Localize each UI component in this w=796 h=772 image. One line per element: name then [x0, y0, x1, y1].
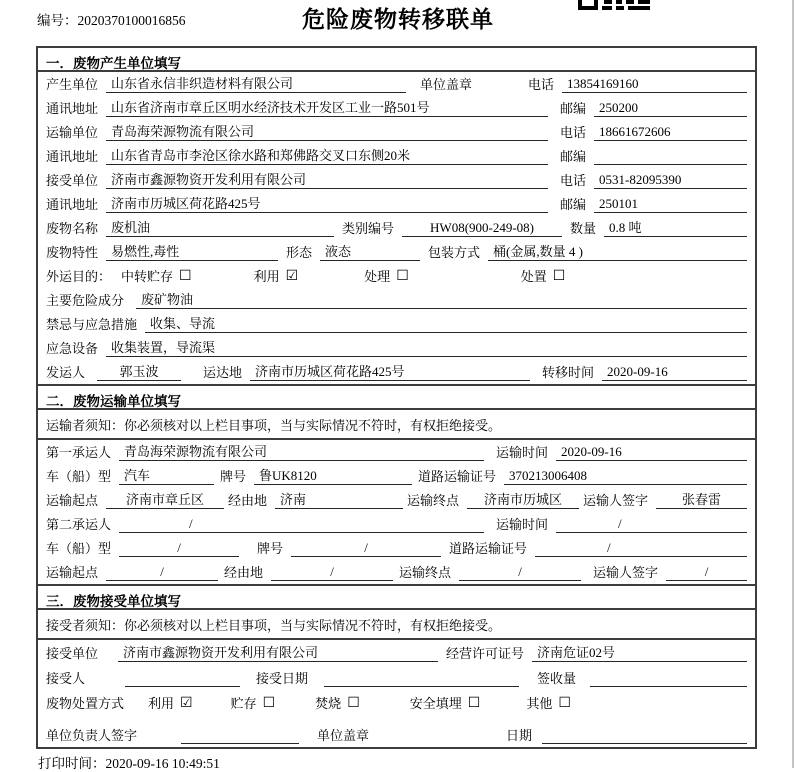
waste-code-value: HW08(900-249-08): [402, 220, 562, 237]
transfer-manifest-form: [36, 46, 757, 749]
second-vehicle-type-value: /: [119, 540, 239, 557]
second-route-via-value: /: [271, 564, 393, 581]
second-route-start-value: /: [106, 564, 218, 581]
section3-note: 接受者须知：你必须核对以上栏目事项，当与实际情况不符时，有权拒绝接受。: [38, 610, 755, 640]
disposal-utilize-label: 利用: [148, 696, 175, 711]
section2-note: 运输者须知：你必须核对以上栏目事项，当与实际情况不符时，有权拒绝接受。: [38, 410, 755, 440]
producer-address-value: 山东省济南市章丘区明水经济技术开发区工业一路501号: [106, 97, 548, 117]
disposal-store-label: 贮存: [230, 696, 257, 711]
transfer-time-label: 转移时间: [542, 365, 595, 380]
accept-unit-label: 接受单位: [46, 646, 99, 661]
receiver-address-row: [38, 192, 755, 216]
disposal-landfill-label: 安全填埋: [409, 696, 462, 711]
disposal-utilize-checkbox: ☑: [180, 694, 193, 711]
receiver-phone-value: 0531-82095390: [594, 172, 747, 189]
disposal-incinerate-checkbox: ☐: [347, 694, 360, 711]
acceptor-label: 接受人: [46, 671, 86, 686]
transporter-label: 运输单位: [46, 125, 99, 140]
transporter-address-value: 山东省青岛市李沧区徐水路和郑佛路交叉口东侧20米: [106, 145, 548, 165]
producer-address-label: 通讯地址: [46, 101, 99, 116]
first-route-row: [38, 488, 755, 512]
unit-seal-label: 单位盖章: [317, 728, 370, 743]
waste-form-value: 液态: [320, 241, 420, 261]
waste-qty-label: 数量: [570, 221, 597, 236]
transporter-zip-value: [594, 149, 747, 165]
producer-value: 山东省永信非织造材料有限公司: [106, 73, 406, 93]
first-route-end-value: 济南市历城区: [467, 489, 579, 509]
purpose-dispose-label: 处置: [520, 269, 547, 284]
waste-traits-value: 易燃性,毒性: [106, 241, 278, 261]
emergency-measures-label: 禁忌与应急措施: [46, 317, 138, 332]
purpose-option-dispose: [521, 266, 566, 285]
second-road-cert-value: /: [535, 540, 747, 557]
waste-code-label: 类别编号: [342, 221, 395, 236]
receiver-label: 接受单位: [46, 173, 99, 188]
license-label: 经营许可证号: [446, 646, 525, 661]
second-carrier-value: /: [119, 516, 484, 533]
receiver-address-label: 通讯地址: [46, 197, 99, 212]
first-route-start-value: 济南市章丘区: [106, 489, 224, 509]
waste-name-value: 废机油: [106, 217, 334, 237]
qr-code-fragment: [578, 0, 650, 10]
second-plate-value: /: [291, 540, 441, 557]
destination-label: 运达地: [203, 365, 243, 380]
second-carrier-sign-label: 运输人签字: [593, 565, 659, 580]
accept-date-value: [324, 671, 519, 687]
acceptor-row: [38, 665, 755, 690]
license-value: 济南危证02号: [532, 642, 747, 662]
print-time-label: 打印时间：: [38, 756, 106, 771]
responsible-sign-value: [181, 728, 299, 744]
first-plate-label: 牌号: [220, 469, 247, 484]
second-route-via-label: 经由地: [224, 565, 264, 580]
waste-form-label: 形态: [286, 245, 313, 260]
disposal-option-incinerate: [315, 693, 360, 712]
first-route-start-label: 运输起点: [46, 493, 99, 508]
accept-date-label: 接受日期: [256, 671, 309, 686]
second-carrier-sign-value: /: [666, 564, 747, 581]
first-transport-time-value: 2020-09-16: [556, 444, 747, 461]
first-plate-value: 鲁UK8120: [254, 465, 412, 485]
receiver-phone-label: 电话: [560, 173, 587, 188]
first-vehicle-row: [38, 464, 755, 488]
second-carrier-row: [38, 512, 755, 536]
waste-traits-label: 废物特性: [46, 245, 99, 260]
destination-value: 济南市历城区荷花路425号: [250, 361, 530, 381]
first-carrier-label: 第一承运人: [46, 445, 112, 460]
document-number-value: 2020370100016856: [77, 13, 186, 28]
transporter-address-row: [38, 144, 755, 168]
disposal-method-label: 废物处置方式: [46, 696, 125, 711]
first-carrier-sign-label: 运输人签字: [583, 493, 649, 508]
receiver-row: [38, 168, 755, 192]
hazard-components-value: 废矿物油: [136, 289, 747, 309]
disposal-option-store: [231, 693, 276, 712]
section3-header: 三．废物接受单位填写: [38, 584, 755, 610]
page-title: 危险废物转移联单: [302, 6, 494, 32]
hazard-components-row: [38, 288, 755, 312]
disposal-store-checkbox: ☐: [262, 694, 276, 711]
second-carrier-label: 第二承运人: [46, 517, 112, 532]
emergency-equipment-value: 收集装置，导流渠: [106, 337, 747, 357]
sign-date-value: [542, 728, 747, 744]
purpose-option-treat: [364, 266, 409, 285]
producer-zip-value: 250200: [594, 100, 747, 117]
waste-name-row: [38, 216, 755, 240]
first-carrier-value: 青岛海荣源物流有限公司: [119, 441, 484, 461]
first-carrier-sign-value: 张春雷: [656, 489, 747, 509]
producer-row: [38, 72, 755, 96]
dispatcher-label: 发运人: [46, 365, 86, 380]
hazard-components-label: 主要危险成分: [46, 293, 125, 308]
producer-address-row: [38, 96, 755, 120]
disposal-other-label: 其他: [526, 696, 553, 711]
transfer-purpose-label: 外运目的：: [46, 269, 112, 284]
waste-name-label: 废物名称: [46, 221, 99, 236]
disposal-incinerate-label: 焚烧: [315, 696, 342, 711]
producer-phone-label: 电话: [527, 77, 554, 92]
purpose-utilize-checkbox: ☑: [285, 267, 299, 284]
emergency-measures-row: [38, 312, 755, 336]
purpose-storage-label: 中转贮存: [121, 269, 174, 284]
receiver-zip-value: 250101: [594, 196, 747, 213]
sign-date-label: 日期: [505, 728, 532, 743]
packing-label: 包装方式: [428, 245, 481, 260]
second-vehicle-type-label: 车（船）型: [46, 541, 112, 556]
receiver-zip-label: 邮编: [560, 197, 587, 212]
responsible-sign-row: [38, 715, 755, 747]
waste-traits-row: [38, 240, 755, 264]
purpose-option-storage: [121, 266, 192, 285]
second-plate-label: 牌号: [257, 541, 284, 556]
second-route-end-value: /: [459, 564, 581, 581]
purpose-treat-label: 处理: [364, 269, 391, 284]
second-transport-time-label: 运输时间: [496, 517, 549, 532]
disposal-method-row: [38, 690, 755, 715]
document-number-label: 编号：: [37, 13, 78, 28]
producer-seal-label: 单位盖章: [420, 77, 473, 92]
transporter-zip-label: 邮编: [560, 149, 587, 164]
transporter-value: 青岛海荣源物流有限公司: [106, 121, 548, 141]
receiver-value: 济南市鑫源物资开发利用有限公司: [106, 169, 548, 189]
emergency-equipment-row: [38, 336, 755, 360]
first-route-via-value: 济南: [275, 489, 403, 509]
responsible-sign-label: 单位负责人签字: [46, 728, 138, 743]
print-time-value: 2020-09-16 10:49:51: [105, 756, 220, 771]
transporter-row: [38, 120, 755, 144]
transporter-address-label: 通讯地址: [46, 149, 99, 164]
first-road-cert-value: 370213006408: [504, 468, 747, 485]
section2-header: 二．废物运输单位填写: [38, 384, 755, 410]
emergency-measures-value: 收集、导流: [145, 313, 747, 333]
first-vehicle-type-value: 汽车: [119, 465, 214, 485]
dispatcher-row: [38, 360, 755, 384]
purpose-option-utilize: [254, 266, 299, 285]
second-road-cert-label: 道路运输证号: [449, 541, 528, 556]
first-route-via-label: 经由地: [228, 493, 268, 508]
signed-qty-label: 签收量: [537, 671, 577, 686]
producer-label: 产生单位: [46, 77, 99, 92]
accept-unit-row: [38, 640, 755, 665]
second-route-end-label: 运输终点: [399, 565, 452, 580]
transfer-purpose-row: [38, 264, 755, 288]
print-time: [38, 752, 220, 772]
first-road-cert-label: 道路运输证号: [418, 469, 497, 484]
first-route-end-label: 运输终点: [407, 493, 460, 508]
second-transport-time-value: /: [556, 516, 747, 533]
purpose-utilize-label: 利用: [253, 269, 280, 284]
signed-qty-value: [590, 671, 747, 687]
dispatcher-value: 郭玉波: [97, 361, 181, 381]
section1-header: 一．废物产生单位填写: [38, 48, 755, 72]
accept-unit-value: 济南市鑫源物资开发利用有限公司: [118, 642, 438, 662]
transporter-phone-value: 18661672606: [594, 124, 747, 141]
transfer-time-value: 2020-09-16: [602, 364, 747, 381]
receiver-address-value: 济南市历城区荷花路425号: [106, 193, 548, 213]
first-carrier-row: [38, 440, 755, 464]
disposal-landfill-checkbox: ☐: [467, 694, 481, 711]
disposal-option-utilize: [148, 693, 193, 712]
disposal-other-checkbox: ☐: [558, 694, 571, 711]
second-route-row: [38, 560, 755, 584]
producer-zip-label: 邮编: [560, 101, 587, 116]
waste-qty-value: 0.8 吨: [604, 217, 747, 237]
purpose-storage-checkbox: ☐: [179, 267, 192, 284]
acceptor-value: [125, 671, 240, 687]
purpose-treat-checkbox: ☐: [396, 267, 409, 284]
purpose-dispose-checkbox: ☐: [552, 267, 566, 284]
page-right-edge: [792, 0, 794, 768]
disposal-option-other: [526, 693, 571, 712]
first-transport-time-label: 运输时间: [496, 445, 549, 460]
transporter-phone-label: 电话: [560, 125, 587, 140]
second-vehicle-row: [38, 536, 755, 560]
first-vehicle-type-label: 车（船）型: [46, 469, 112, 484]
emergency-equipment-label: 应急设备: [46, 341, 99, 356]
packing-value: 桶(金属,数量 4 ): [488, 241, 747, 261]
second-route-start-label: 运输起点: [46, 565, 99, 580]
disposal-option-landfill: [410, 693, 481, 712]
producer-phone-value: 13854169160: [562, 76, 747, 93]
